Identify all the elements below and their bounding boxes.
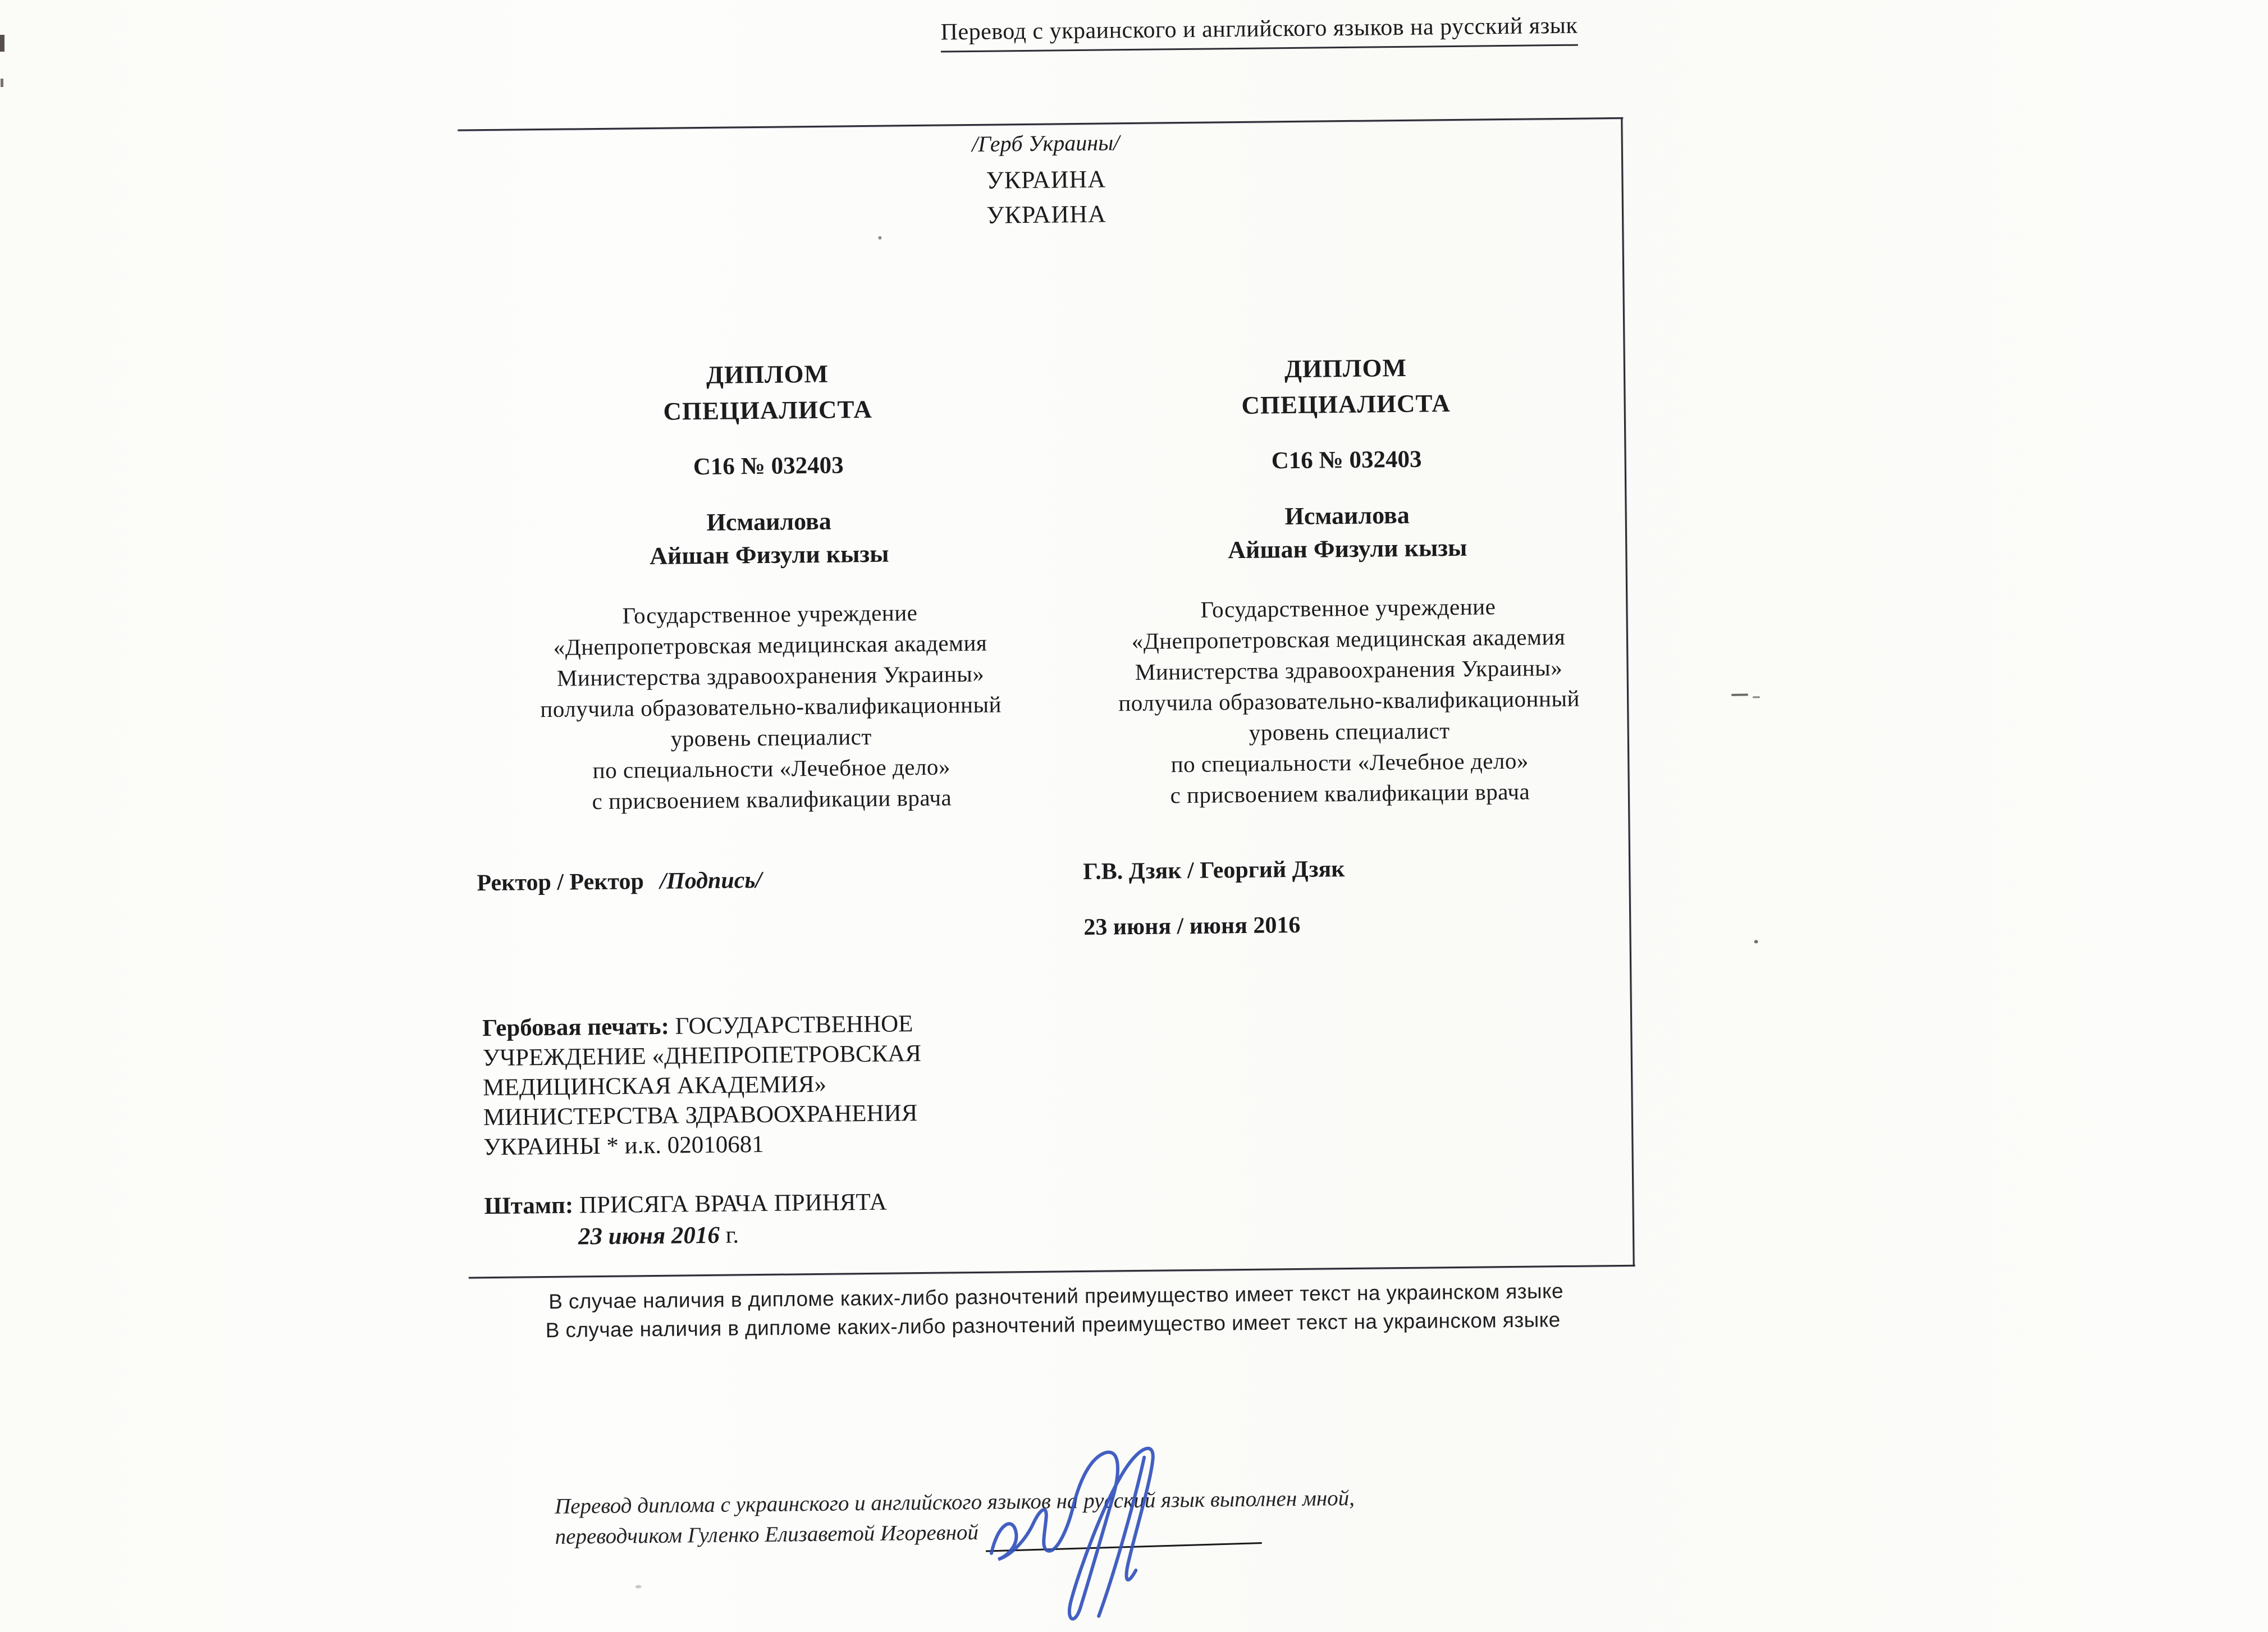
discrepancy-note-2: В случае наличия в дипломе каких-либо разночтений преимущество имеет текст на украинском языке <box>545 1308 1561 1342</box>
stamp-text: ПРИСЯГА ВРАЧА ПРИНЯТА <box>579 1188 887 1219</box>
scan-edge-artifact <box>0 35 4 52</box>
seal-line-1: Гербовая печать: ГОСУДАРСТВЕННОЕ <box>482 1011 913 1042</box>
diploma-series-number-left: С16 № 032403 <box>693 452 844 481</box>
emblem-caption: /Герб Украины/ <box>971 130 1120 157</box>
signature-note: /Подпись/ <box>660 867 762 894</box>
stamp-date-line <box>578 1221 739 1250</box>
frame-bottom-border <box>469 1265 1635 1279</box>
seal-line-3: МЕДИЦИНСКАЯ АКАДЕМИЯ» <box>483 1071 827 1101</box>
diploma-series-number-right: С16 № 032403 <box>1271 446 1422 474</box>
scan-speck <box>1754 940 1758 943</box>
diploma-holder-name-left: Исмаилова Айшан Физули кызы <box>649 507 889 570</box>
frame-top-border <box>458 117 1623 131</box>
rector-label: Ректор / Ректор <box>477 868 644 897</box>
page-title: Перевод с украинского и английского языков на русский язык <box>940 12 1577 53</box>
diploma-body-text-left: Государственное учреждение «Днепропетровская медицинская академия Министерства здравоохранения Украины» получила образовательно-квалификационный уровень специалист по специальности «Лечебное дело» с присвоением квалификации врача <box>540 600 1002 815</box>
diploma-body-text-right: Государственное учреждение «Днепропетровская медицинская академия Министерства здравоохранения Украины» получила образовательно-квалификационный уровень специалист по специальности «Лечебное дело» с присвоением квалификации врача <box>1118 593 1580 808</box>
seal-line-4: МИНИСТЕРСТВА ЗДРАВООХРАНЕНИЯ <box>483 1100 918 1131</box>
scan-speck <box>878 236 881 240</box>
translator-statement: Перевод диплома с украинского и английского языков на русский язык выполнен мной, <box>554 1485 1355 1519</box>
seal-label: Гербовая печать: <box>482 1013 670 1042</box>
seal-line-2: УЧРЕЖДЕНИЕ «ДНЕПРОПЕТРОВСКАЯ <box>482 1040 922 1072</box>
translator-signature <box>955 1433 1283 1622</box>
diploma-heading-left: ДИПЛОМ СПЕЦИАЛИСТА <box>663 359 873 426</box>
country-name-lines: УКРАИНА УКРАИНА <box>986 165 1106 229</box>
scan-speck <box>1731 694 1748 696</box>
translator-name-line: переводчиком Гуленко Елизаветой Игоревной <box>555 1520 979 1549</box>
discrepancy-note-1: В случае наличия в дипломе каких-либо разночтений преимущество имеет текст на украинском языке <box>548 1279 1564 1313</box>
stamp-label: Штамп: <box>484 1192 574 1220</box>
rector-name-line: Г.В. Дзяк / Георгий Дзяк <box>1083 856 1345 885</box>
diploma-heading-right: ДИПЛОМ СПЕЦИАЛИСТА <box>1241 353 1451 419</box>
seal-description <box>482 1009 922 1162</box>
stamp-description <box>484 1188 887 1220</box>
stamp-date: 23 июня 2016 <box>578 1222 720 1250</box>
rector-signature-line <box>477 867 762 897</box>
scan-speck <box>1753 696 1760 698</box>
scan-speck <box>635 1585 642 1588</box>
stamp-date-suffix: г. <box>719 1222 739 1249</box>
scan-edge-artifact <box>1 79 3 87</box>
seal-line-5: УКРАИНЫ * и.к. 02010681 <box>483 1131 764 1161</box>
diploma-holder-name-right: Исмаилова Айшан Физули кызы <box>1227 501 1467 564</box>
issue-date-line: 23 июня / июня 2016 <box>1083 912 1301 940</box>
